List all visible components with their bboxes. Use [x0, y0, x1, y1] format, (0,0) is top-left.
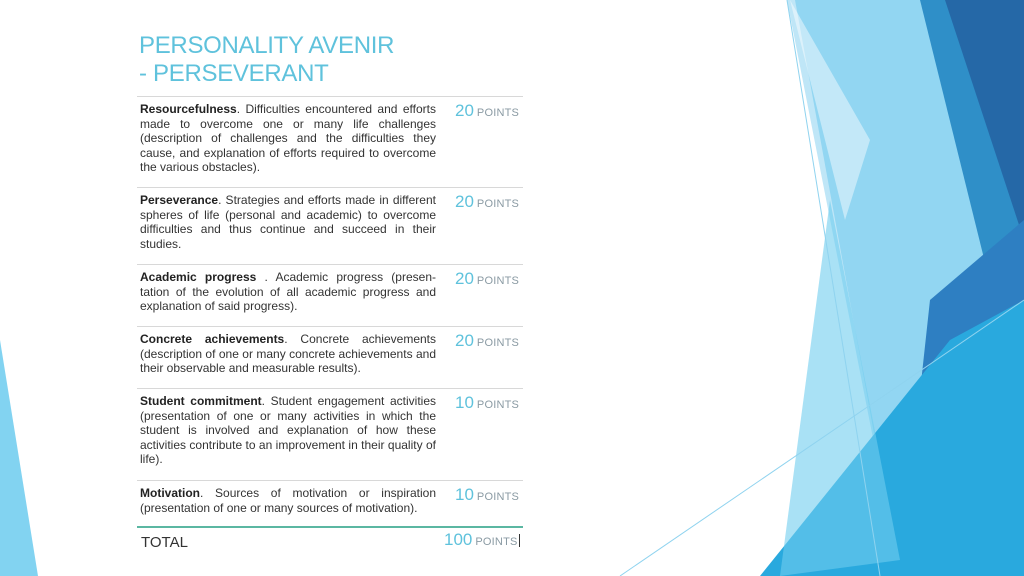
total-points-value: 100	[444, 530, 473, 549]
criterion-term: Student commitment	[140, 394, 262, 408]
criterion-description: . Strategies and efforts made in different spheres of life (personal and academic) to overcome difficulties and thus continue and succeed in their studies.	[140, 193, 436, 251]
points-value: 10	[455, 485, 474, 504]
criterion-text	[140, 486, 436, 515]
criterion-points	[455, 394, 519, 413]
criterion-points	[455, 270, 519, 289]
criterion-term: Perseverance	[140, 193, 219, 207]
criteria-table	[137, 96, 523, 526]
points-value: 20	[455, 331, 474, 350]
criterion-term: Concrete achievements	[140, 332, 285, 346]
points-unit: POINTS	[476, 337, 520, 349]
points-value: 20	[455, 269, 474, 288]
criterion-row-student-commitment	[137, 389, 523, 481]
criterion-description: . Concrete achievements (description of one or many concrete achievements and their observable and measurable results).	[140, 332, 437, 376]
criterion-points	[455, 193, 519, 212]
criterion-term: Academic progress	[140, 270, 257, 284]
criterion-term: Resourcefulness	[140, 102, 237, 116]
total-points-unit: POINTS	[475, 536, 518, 548]
criterion-row-motivation	[137, 481, 523, 526]
criterion-text	[140, 193, 436, 251]
points-unit: POINTS	[476, 399, 520, 411]
criterion-row-perseverance	[137, 188, 523, 265]
slide-title	[139, 32, 394, 88]
criterion-points	[455, 332, 519, 351]
criterion-row-resourcefulness	[137, 97, 523, 188]
criterion-description: . Student engagement activities (presentation of one or many activities in which the student is involved and explanation of how these activities contribute to an improvement in their quality of life).	[140, 394, 437, 467]
slide-title-line-2: - PERSEVERANT	[139, 60, 329, 87]
slide-title-line-1: PERSONALITY AVENIR	[139, 32, 395, 59]
criterion-description: . Difficulties encountered and efforts made to overcome one or many life challenges (description of challenges and the difficulties they cause, and explanation of efforts required to overcome the various obstacles).	[140, 102, 436, 175]
criterion-points	[455, 486, 519, 505]
criterion-row-concrete-achievements	[137, 327, 523, 389]
criterion-row-academic-progress	[137, 265, 523, 327]
total-points	[444, 531, 520, 550]
points-value: 20	[455, 101, 474, 120]
criterion-text	[140, 394, 436, 467]
points-unit: POINTS	[476, 198, 520, 210]
points-unit: POINTS	[476, 107, 520, 119]
total-label: TOTAL	[141, 534, 188, 551]
points-unit: POINTS	[476, 491, 520, 503]
points-value: 20	[455, 192, 474, 211]
text-cursor	[519, 534, 520, 547]
criterion-text	[140, 270, 436, 314]
criterion-description: . Sources of motivation or inspiration (presentation of one or many sources of motivation).	[140, 486, 436, 515]
criterion-points	[455, 102, 519, 121]
points-unit: POINTS	[476, 275, 520, 287]
points-value: 10	[455, 393, 474, 412]
criterion-text	[140, 332, 436, 376]
criterion-description: . Academic progress (presen-tation of the evolution of all academic progress and explanation of said progress).	[140, 270, 436, 314]
criterion-term: Motivation	[140, 486, 200, 500]
total-divider	[137, 526, 523, 528]
criterion-text	[140, 102, 436, 175]
